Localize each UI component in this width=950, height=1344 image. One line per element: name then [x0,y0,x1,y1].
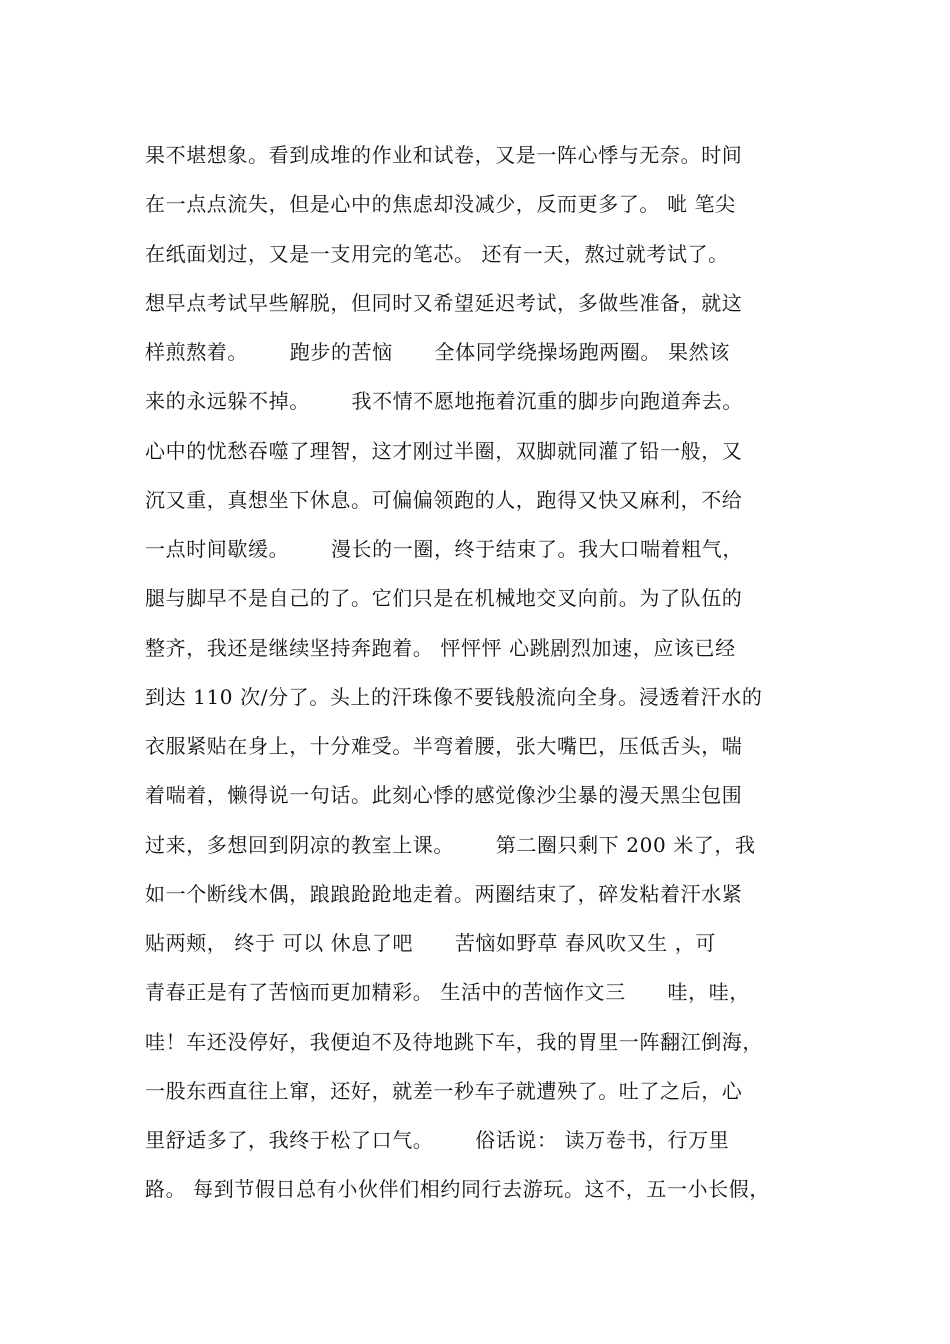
text-line: 里舒适多了，我终于松了口气。 俗话说： 读万卷书，行万里 [145,1128,730,1152]
text-line: 一点时间歇缓。 漫长的一圈，终于结束了。我大口喘着粗气， [145,537,743,561]
text-line: 过来，多想回到阴凉的教室上课。 第二圈只剩下 200 米了，我 [145,832,756,857]
text-line: 果不堪想象。看到成堆的作业和试卷，又是一阵心悸与无奈。时间 [145,143,743,167]
text-line: 在纸面划过，又是一支用完的笔芯。 还有一天，熬过就考试了。 [145,241,729,266]
text-line: 来的永远躲不掉。 我不情不愿地拖着沉重的脚步向跑道奔去。 [145,389,743,414]
text-line: 整齐，我还是继续坚持奔跑着。 怦怦怦 心跳剧烈加速，应该已经 [145,635,736,660]
text-line: 心中的忧愁吞噬了理智，这才刚过半圈，双脚就同灌了铅一般，又 [145,438,743,463]
text-line: 到达 110 次/分了。头上的汗珠像不要钱般流向全身。浸透着汗水的 [145,684,763,709]
text-line: 在一点点流失，但是心中的焦虑却没减少，反而更多了。 呲 笔尖 [145,192,736,217]
text-line: 路。 每到节假日总有小伙伴们相约同行去游玩。这不，五一小长假， [145,1177,770,1202]
text-line: 着喘着，懒得说一句话。此刻心悸的感觉像沙尘暴的漫天黑尘包围 [145,783,743,808]
text-line: 如一个断线木偶，踉踉跄跄地走着。两圈结束了，碎发粘着汗水紧 [145,881,743,906]
text-line: 哇！车还没停好，我便迫不及待地跳下车，我的胃里一阵翻江倒海， [145,1029,763,1054]
text-line: 青春正是有了苦恼而更加精彩。 生活中的苦恼作文三 哇，哇， [145,980,750,1005]
text-line: 想早点考试早些解脱，但同时又希望延迟考试，多做些准备，就这 [145,290,743,315]
text-line: 贴两颊， 终于 可以 休息了吧 苦恼如野草 春风吹又生 ，可 [145,931,716,955]
text-line: 衣服紧贴在身上，十分难受。半弯着腰，张大嘴巴，压低舌头，喘 [145,734,743,758]
text-line: 沉又重，真想坐下休息。可偏偏领跑的人，跑得又快又麻利，不给 [145,487,743,512]
text-line: 腿与脚早不是自己的了。它们只是在机械地交叉向前。为了队伍的 [145,586,743,611]
text-line: 一股东西直往上窜，还好，就差一秒车子就遭殃了。吐了之后，心 [145,1078,743,1103]
body-text [145,131,820,1215]
text-line: 样煎熬着。 跑步的苦恼 全体同学绕操场跑两圈。 果然该 [145,340,730,364]
